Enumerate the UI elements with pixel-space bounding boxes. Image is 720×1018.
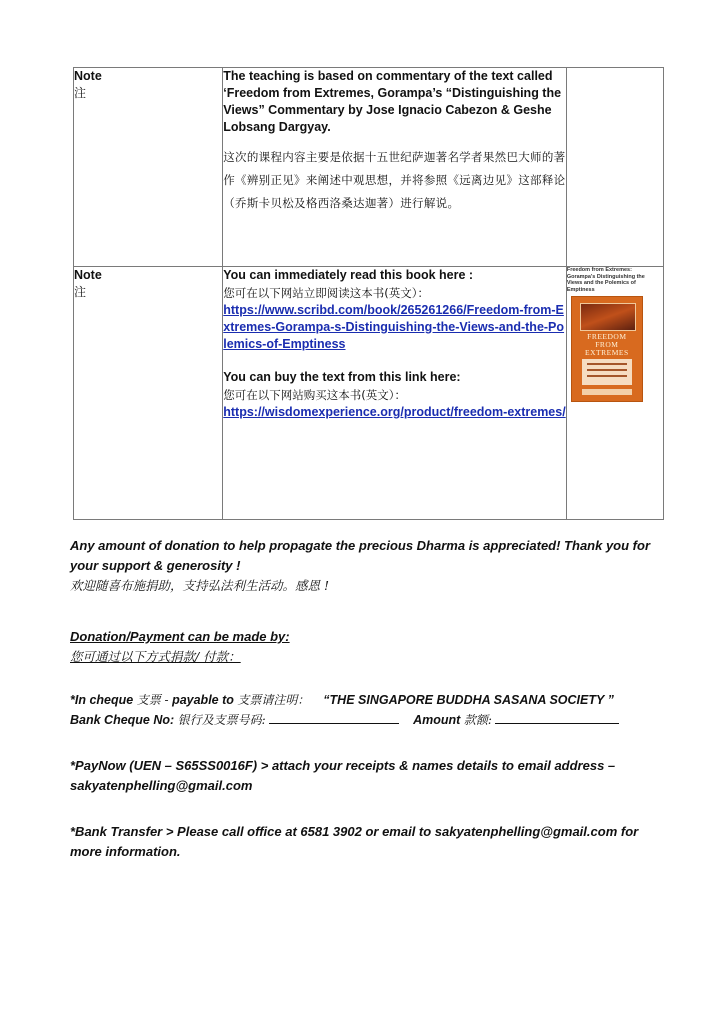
amount-label: Amount <box>413 713 461 727</box>
note-label-cell <box>74 68 223 267</box>
amount-label-cn: 款额: <box>463 713 492 727</box>
bank-cheque-label: Bank Cheque No: <box>70 713 175 727</box>
book-cover-painting <box>580 303 636 331</box>
donation-appeal-en: Any amount of donation to help propagate the precious Dharma is appreciated! Thank you for your support & generosity ! <box>70 538 651 573</box>
read-book-text: You can immediately read this book here : <box>223 268 474 282</box>
donation-methods-heading <box>70 627 670 667</box>
note-label-cn: 注 <box>74 285 87 299</box>
paynow-instructions <box>70 756 670 796</box>
cheque-instructions <box>70 690 670 730</box>
wisdom-book-link[interactable]: https://wisdomexperience.org/product/freedom-extremes/ <box>223 405 566 419</box>
cheque-payee-line <box>70 690 670 710</box>
buy-book-text: You can buy the text from this link here: <box>223 370 461 384</box>
book-cover-subtitle-box <box>582 359 632 385</box>
book-cover-author <box>582 389 632 395</box>
cheque-payable: payable to <box>172 693 238 707</box>
note-content-cell <box>223 68 567 267</box>
bank-transfer-instructions <box>70 822 670 862</box>
cheque-label-cn: 支票 - <box>136 693 169 707</box>
note-row-commentary <box>74 68 664 267</box>
scribd-book-link[interactable]: https://www.scribd.com/book/265261266/Freedom-from-Extremes-Gorampa-s-Distinguishing-the-Views-and-the-Polemics-of-Emptiness <box>223 303 565 351</box>
book-cover-image <box>571 296 643 402</box>
commentary-text-en: The teaching is based on commentary of the text called ‘Freedom from Extremes, Gorampa’s “Distinguishing the Views” Commentary by Jose Ignacio Cabezon & Geshe Lobsang Dargyay. <box>223 69 562 134</box>
donation-heading-cn: 您可通过以下方式捐款/ 付款： <box>70 649 241 664</box>
notes-table <box>73 67 664 520</box>
bank-cheque-label-cn: 银行及支票号码: <box>177 713 266 727</box>
note-label-en: Note <box>74 268 102 282</box>
book-cover-title: FREEDOM FROM EXTREMES <box>585 332 629 357</box>
book-links-cell <box>223 267 567 520</box>
donation-appeal <box>70 536 670 596</box>
note-label-cn: 注 <box>74 86 87 100</box>
commentary-text-cn: 这次的课程内容主要是依据十五世纪萨迦著名学者果然巴大师的著作《辨别正见》来阐述中观思想，并将参照《远离边见》这部释论（乔斯卡贝松及格西洛桑达迦著）进行解说。 <box>223 150 566 210</box>
cheque-prefix: *In cheque <box>70 693 134 707</box>
donation-appeal-cn: 欢迎随喜布施捐助，支持弘法利生活动。感恩 ! <box>70 578 329 593</box>
note-row-book <box>74 267 664 520</box>
cheque-number-blank <box>269 711 399 724</box>
amount-blank <box>495 711 619 724</box>
buy-book-text-cn: 您可在以下网站购买这本书(英文）： <box>223 388 406 402</box>
note-label-en: Note <box>74 69 102 83</box>
read-book-text-cn: 您可在以下网站立即阅读这本书(英文）： <box>223 286 429 300</box>
book-thumbnail-caption: Freedom from Extremes: Gorampa's Distinguishing the Views and the Polemics of Emptiness <box>566 267 645 293</box>
book-image-cell <box>566 267 663 520</box>
donation-heading-en: Donation/Payment can be made by: <box>70 629 290 644</box>
note-label-cell <box>74 267 223 520</box>
book-thumbnail <box>567 267 647 402</box>
cheque-number-line <box>70 710 670 730</box>
paynow-text: *PayNow (UEN – S65SS0016F) > attach your receipts & names details to email address – sakyatenphelling@gmail.com <box>70 758 616 793</box>
cheque-payee: “THE SINGAPORE BUDDHA SASANA SOCIETY ” <box>323 693 614 707</box>
cheque-payable-cn: 支票请注明： <box>237 693 310 707</box>
bank-transfer-text: *Bank Transfer > Please call office at 6581 3902 or email to sakyatenphelling@gmail.com for more information. <box>70 824 639 859</box>
empty-image-cell <box>566 68 663 267</box>
